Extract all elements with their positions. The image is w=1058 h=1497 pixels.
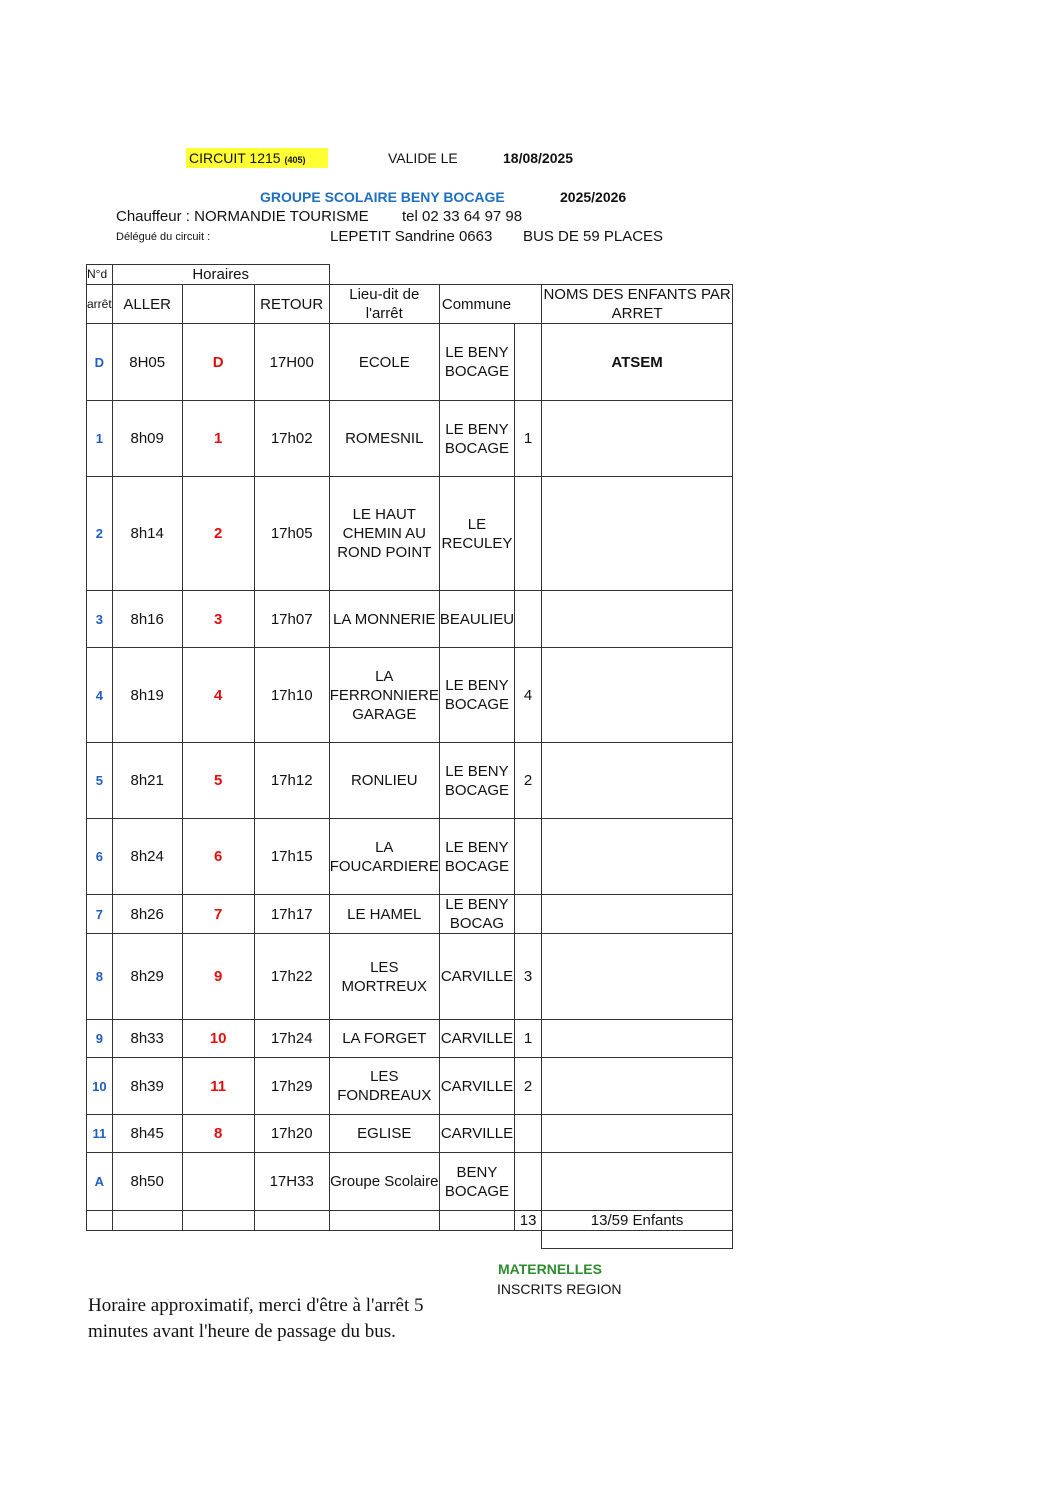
children-names <box>542 895 733 934</box>
children-count: 3 <box>515 934 542 1020</box>
children-count: 4 <box>515 648 542 743</box>
table-row <box>87 743 733 819</box>
children-count: 1 <box>515 401 542 477</box>
group-name: GROUPE SCOLAIRE BENY BOCAGE <box>260 189 505 205</box>
retour-time: 17h07 <box>254 591 329 648</box>
table-row <box>87 324 733 401</box>
aller-time: 8h24 <box>112 819 182 895</box>
stop-number: 6 <box>87 819 113 895</box>
lieu-header: Lieu-dit de l'arrêt <box>329 285 439 324</box>
bus-capacity: BUS DE 59 PLACES <box>523 228 664 245</box>
retour-time: 17h17 <box>254 895 329 934</box>
retour-header: RETOUR <box>254 285 329 324</box>
inscrits-label: INSCRITS REGION <box>497 1281 622 1297</box>
total-enfants: 13/59 Enfants <box>542 1211 733 1231</box>
retour-order <box>182 1153 254 1211</box>
stop-location: EGLISE <box>329 1115 439 1153</box>
stop-commune: LE BENY BOCAGE <box>439 819 514 895</box>
children-count: 2 <box>515 1058 542 1115</box>
table-row <box>87 934 733 1020</box>
stop-commune: CARVILLE <box>439 1058 514 1115</box>
header-row-1 <box>87 265 733 285</box>
col-num-top: N°d <box>87 265 113 285</box>
stop-location: LE HAUT CHEMIN AU ROND POINT <box>329 477 439 591</box>
children-count <box>515 1115 542 1153</box>
retour-order: 4 <box>182 648 254 743</box>
table-row <box>87 591 733 648</box>
maternelles-label: MATERNELLES <box>498 1261 602 1277</box>
stop-commune: CARVILLE <box>439 1020 514 1058</box>
children-names <box>542 1153 733 1211</box>
aller-time: 8h26 <box>112 895 182 934</box>
table-row <box>87 477 733 591</box>
schedule-table <box>86 264 733 1249</box>
stop-commune: LE BENY BOCAGE <box>439 648 514 743</box>
retour-order: D <box>182 324 254 401</box>
aller-time: 8h16 <box>112 591 182 648</box>
table-row <box>87 895 733 934</box>
extra-row <box>87 1231 733 1249</box>
stop-location: Groupe Scolaire <box>329 1153 439 1211</box>
stop-location: LES FONDREAUX <box>329 1058 439 1115</box>
retour-time: 17h24 <box>254 1020 329 1058</box>
totals-row <box>87 1211 733 1231</box>
stop-location: LE HAMEL <box>329 895 439 934</box>
valide-label: VALIDE LE <box>388 150 458 166</box>
stop-number: 9 <box>87 1020 113 1058</box>
children-count <box>515 1153 542 1211</box>
stop-commune: LE RECULEY <box>439 477 514 591</box>
stop-location: LA FERRONNIERE GARAGE <box>329 648 439 743</box>
circuit-label <box>186 148 328 168</box>
delegue-label: Délégué du circuit : <box>116 231 211 243</box>
children-names <box>542 934 733 1020</box>
stop-number: D <box>87 324 113 401</box>
retour-time: 17h20 <box>254 1115 329 1153</box>
col-num-bottom: arrêt <box>87 285 113 324</box>
retour-time: 17h12 <box>254 743 329 819</box>
stop-number: 11 <box>87 1115 113 1153</box>
stop-number: 7 <box>87 895 113 934</box>
retour-order: 3 <box>182 591 254 648</box>
children-names <box>542 819 733 895</box>
stop-number: 2 <box>87 477 113 591</box>
table-row <box>87 1020 733 1058</box>
retour-order: 6 <box>182 819 254 895</box>
valide-date: 18/08/2025 <box>503 150 574 166</box>
stop-commune: LE BENY BOCAGE <box>439 401 514 477</box>
retour-order: 8 <box>182 1115 254 1153</box>
table-row <box>87 1153 733 1211</box>
stop-number: 1 <box>87 401 113 477</box>
circuit-code: (405) <box>284 155 306 165</box>
aller-time: 8h21 <box>112 743 182 819</box>
table-row <box>87 648 733 743</box>
aller-time: 8h14 <box>112 477 182 591</box>
children-count <box>515 324 542 401</box>
stop-location: LA FOUCARDIERE <box>329 819 439 895</box>
aller-time: 8h50 <box>112 1153 182 1211</box>
stop-commune: CARVILLE <box>439 1115 514 1153</box>
children-count <box>515 591 542 648</box>
stop-number: 10 <box>87 1058 113 1115</box>
children-names <box>542 401 733 477</box>
noms-header: NOMS DES ENFANTS PAR ARRET <box>543 286 731 322</box>
children-count <box>515 819 542 895</box>
table-row <box>87 1115 733 1153</box>
stop-location: ECOLE <box>329 324 439 401</box>
retour-time: 17h10 <box>254 648 329 743</box>
stop-number: 3 <box>87 591 113 648</box>
stop-location: ROMESNIL <box>329 401 439 477</box>
approximate-time-note: Horaire approximatif, merci d'être à l'arrêt 5 minutes avant l'heure de passage du bus. <box>88 1295 424 1342</box>
children-count: 2 <box>515 743 542 819</box>
total-count: 13 <box>515 1211 542 1231</box>
aller-time: 8h39 <box>112 1058 182 1115</box>
children-names <box>542 1115 733 1153</box>
aller-time: 8h33 <box>112 1020 182 1058</box>
stop-location: RONLIEU <box>329 743 439 819</box>
children-names <box>542 591 733 648</box>
horaires-header: Horaires <box>112 265 329 285</box>
stop-location: LA MONNERIE <box>329 591 439 648</box>
stop-number: 4 <box>87 648 113 743</box>
retour-order: 7 <box>182 895 254 934</box>
table-row <box>87 401 733 477</box>
stop-commune: BENY BOCAGE <box>439 1153 514 1211</box>
children-names <box>542 743 733 819</box>
children-names <box>542 1058 733 1115</box>
retour-time: 17h22 <box>254 934 329 1020</box>
header-row-2 <box>87 285 733 324</box>
retour-order: 1 <box>182 401 254 477</box>
children-count <box>515 895 542 934</box>
stop-commune: CARVILLE <box>439 934 514 1020</box>
retour-order: 2 <box>182 477 254 591</box>
school-year: 2025/2026 <box>560 189 627 205</box>
chauffeur: Chauffeur : NORMANDIE TOURISME <box>116 208 369 225</box>
children-names <box>542 477 733 591</box>
children-names: ATSEM <box>542 324 733 401</box>
children-names <box>542 648 733 743</box>
aller-time: 8h09 <box>112 401 182 477</box>
stop-commune: BEAULIEU <box>439 591 514 648</box>
extra-cell <box>542 1231 733 1249</box>
stop-commune: LE BENY BOCAG <box>439 895 514 934</box>
aller-time: 8H05 <box>112 324 182 401</box>
retour-order: 5 <box>182 743 254 819</box>
stop-location: LA FORGET <box>329 1020 439 1058</box>
aller-header: ALLER <box>112 285 182 324</box>
delegue-name: LEPETIT Sandrine 0663 <box>330 228 493 245</box>
retour-order: 10 <box>182 1020 254 1058</box>
aller-time: 8h45 <box>112 1115 182 1153</box>
stop-location: LES MORTREUX <box>329 934 439 1020</box>
stop-commune: LE BENY BOCAGE <box>439 324 514 401</box>
children-names <box>542 1020 733 1058</box>
commune-header: Commune <box>439 285 541 324</box>
stop-commune: LE BENY BOCAGE <box>439 743 514 819</box>
retour-time: 17H33 <box>254 1153 329 1211</box>
aller-time: 8h29 <box>112 934 182 1020</box>
retour-order: 11 <box>182 1058 254 1115</box>
stop-number: 5 <box>87 743 113 819</box>
children-count <box>515 477 542 591</box>
retour-time: 17h15 <box>254 819 329 895</box>
children-count: 1 <box>515 1020 542 1058</box>
retour-time: 17h02 <box>254 401 329 477</box>
stop-number: A <box>87 1153 113 1211</box>
circuit-number: CIRCUIT 1215 <box>189 150 281 166</box>
aller-time: 8h19 <box>112 648 182 743</box>
table-row <box>87 819 733 895</box>
stop-number: 8 <box>87 934 113 1020</box>
table-row <box>87 1058 733 1115</box>
retour-order: 9 <box>182 934 254 1020</box>
retour-time: 17h05 <box>254 477 329 591</box>
retour-time: 17H00 <box>254 324 329 401</box>
retour-time: 17h29 <box>254 1058 329 1115</box>
chauffeur-tel: tel 02 33 64 97 98 <box>402 208 523 225</box>
